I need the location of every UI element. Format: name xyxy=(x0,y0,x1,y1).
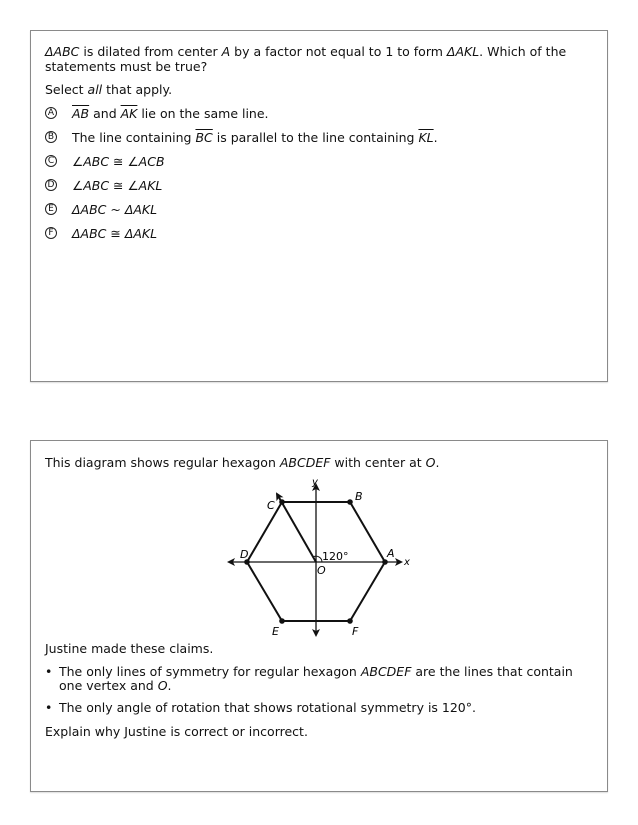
label-e: E xyxy=(272,625,279,638)
vertex-b xyxy=(347,499,353,505)
hexagon-diagram xyxy=(221,475,421,645)
option-e-radio[interactable]: E xyxy=(45,203,57,215)
vertex-c xyxy=(279,499,285,505)
label-a: A xyxy=(387,547,395,560)
label-y: y xyxy=(312,477,318,488)
question-1-card xyxy=(30,30,608,382)
label-b: B xyxy=(355,490,363,503)
option-e[interactable]: E ΔABC ~ ΔAKL xyxy=(45,201,157,217)
option-c[interactable]: C ∠ABC ≅ ∠ACB xyxy=(45,153,165,169)
label-f: F xyxy=(352,625,359,638)
vertex-e xyxy=(279,618,285,624)
claim-2: • The only angle of rotation that shows rotational symmetry is 120°. xyxy=(45,701,593,715)
claims-intro: Justine made these claims. xyxy=(45,641,214,656)
option-f-radio[interactable]: F xyxy=(45,227,57,239)
option-d[interactable]: D ∠ABC ≅ ∠AKL xyxy=(45,177,162,193)
option-a[interactable]: A $\overline{AB}$ and $\overline{AK}$ lie on the same line. xyxy=(45,105,269,121)
diagram-intro: This diagram shows regular hexagon ABCDEF with center at O. xyxy=(45,455,440,470)
select-instruction: Select all that apply. xyxy=(45,82,173,97)
vertex-f xyxy=(347,618,353,624)
angle-label: 120° xyxy=(322,550,349,563)
question-1-stem: ΔABC is dilated from center A by a factor not equal to 1 to form ΔAKL. Which of the statements must be true? xyxy=(45,44,567,74)
vertex-a xyxy=(382,559,388,565)
label-x: x xyxy=(404,557,410,568)
explain-prompt: Explain why Justine is correct or incorrect. xyxy=(45,724,308,739)
question-2-card xyxy=(30,440,608,792)
label-o: O xyxy=(317,564,326,577)
option-d-radio[interactable]: D xyxy=(45,179,57,191)
label-c: C xyxy=(267,499,275,512)
label-d: D xyxy=(240,548,249,561)
option-f[interactable]: F ΔABC ≅ ΔAKL xyxy=(45,225,157,241)
option-b-radio[interactable]: B xyxy=(45,131,57,143)
option-c-radio[interactable]: C xyxy=(45,155,57,167)
option-a-radio[interactable]: A xyxy=(45,107,57,119)
claim-1: • The only lines of symmetry for regular hexagon ABCDEF are the lines that contain one vertex and O. xyxy=(45,665,593,693)
option-b[interactable]: B The line containing $\overline{BC}$ is parallel to the line containing $\overline{KL}$. xyxy=(45,129,438,145)
